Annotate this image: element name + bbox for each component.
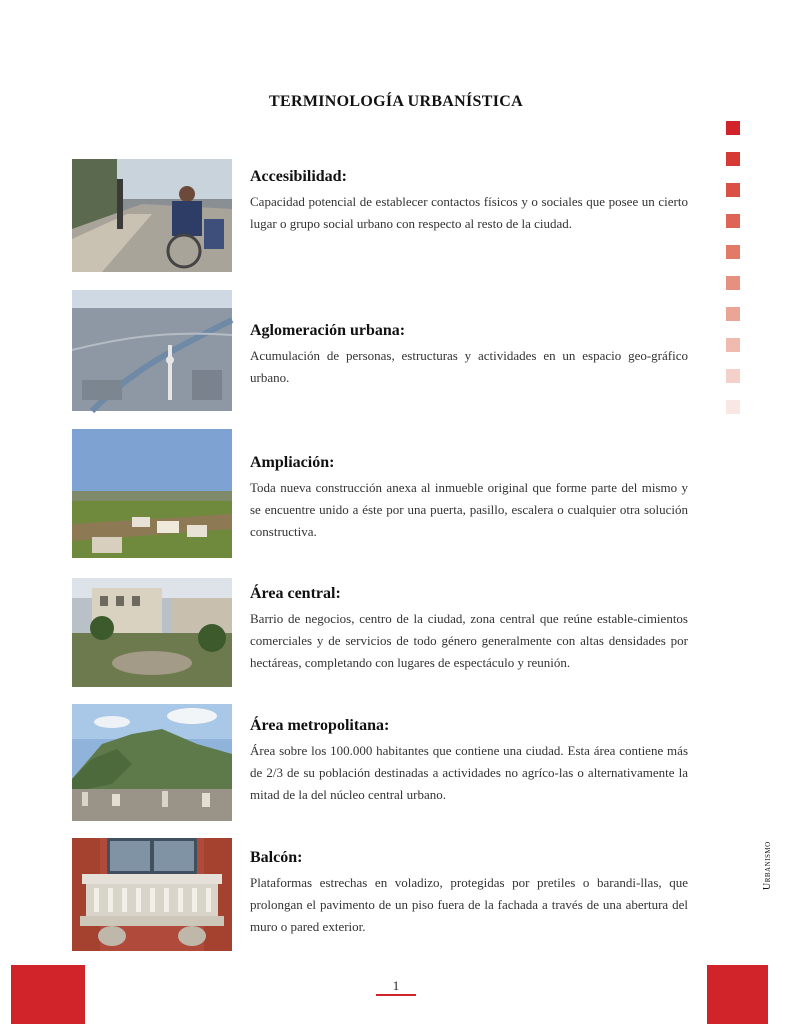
term-definition: Área sobre los 100.000 habitantes que contiene una ciudad. Esta área contiene más de 2/3 de su población destinadas a actividades no agríco-las o alternativamente la mitad de la del núcleo central urbano. <box>250 743 688 802</box>
suburban-development-photo <box>72 429 232 558</box>
decorative-square-column <box>726 121 740 431</box>
term-title: Aglomeración urbana: <box>250 322 406 339</box>
term-entry-aglomeracion-urbana <box>72 290 688 412</box>
term-entry-area-metropolitana <box>72 704 688 822</box>
decorative-square <box>726 400 740 414</box>
term-entry-accesibilidad <box>72 159 688 273</box>
term-title: Accesibilidad: <box>250 168 347 185</box>
balcony-photo <box>72 838 232 951</box>
term-definition: Capacidad potencial de establecer contactos físicos y o sociales que posee un cierto lugar o grupo social urbano con respecto al resto de la ciudad. <box>250 194 688 231</box>
term-entry-balcon <box>72 838 688 952</box>
term-entry-area-central <box>72 578 688 688</box>
decorative-square <box>726 183 740 197</box>
corner-block-left <box>11 965 85 1024</box>
decorative-square <box>726 214 740 228</box>
decorative-square <box>726 152 740 166</box>
decorative-square <box>726 307 740 321</box>
side-section-label: Urbanismo <box>762 841 773 890</box>
page-number-underline <box>376 994 416 996</box>
decorative-square <box>726 121 740 135</box>
term-title: Área metropolitana: <box>250 717 390 734</box>
term-entry-ampliacion <box>72 429 688 559</box>
mountain-city-photo <box>72 704 232 821</box>
page-number: 1 <box>392 978 400 993</box>
decorative-square <box>726 245 740 259</box>
decorative-square <box>726 338 740 352</box>
aerial-city-photo <box>72 290 232 411</box>
term-title: Ampliación: <box>250 454 335 471</box>
corner-block-right <box>707 965 768 1024</box>
term-title: Balcón: <box>250 849 303 866</box>
decorative-square <box>726 369 740 383</box>
term-definition: Acumulación de personas, estructuras y actividades en un espacio geo-gráfico urbano. <box>250 348 688 385</box>
page-title: TERMINOLOGÍA URBANÍSTICA <box>269 93 523 110</box>
decorative-square <box>726 276 740 290</box>
term-definition: Plataformas estrechas en voladizo, protegidas por pretiles o barandi-llas, que prolongan el pavimento de un piso fuera de la fachada a través de una abertura del muro o pared exterior. <box>250 875 688 934</box>
central-plaza-photo <box>72 578 232 687</box>
term-definition: Barrio de negocios, centro de la ciudad, zona central que reúne estable-cimientos comerciales y de servicios de todo género generalmente con altas densidades por hectáreas, completando con lugares de espectáculo y reunión. <box>250 611 688 670</box>
term-title: Área central: <box>250 585 341 602</box>
wheelchair-street-photo <box>72 159 232 272</box>
term-definition: Toda nueva construcción anexa al inmueble original que forme parte del mismo y se encuentre unido a éste por una puerta, pasillo, escalera o cualquier otra solución constructiva. <box>250 480 688 539</box>
